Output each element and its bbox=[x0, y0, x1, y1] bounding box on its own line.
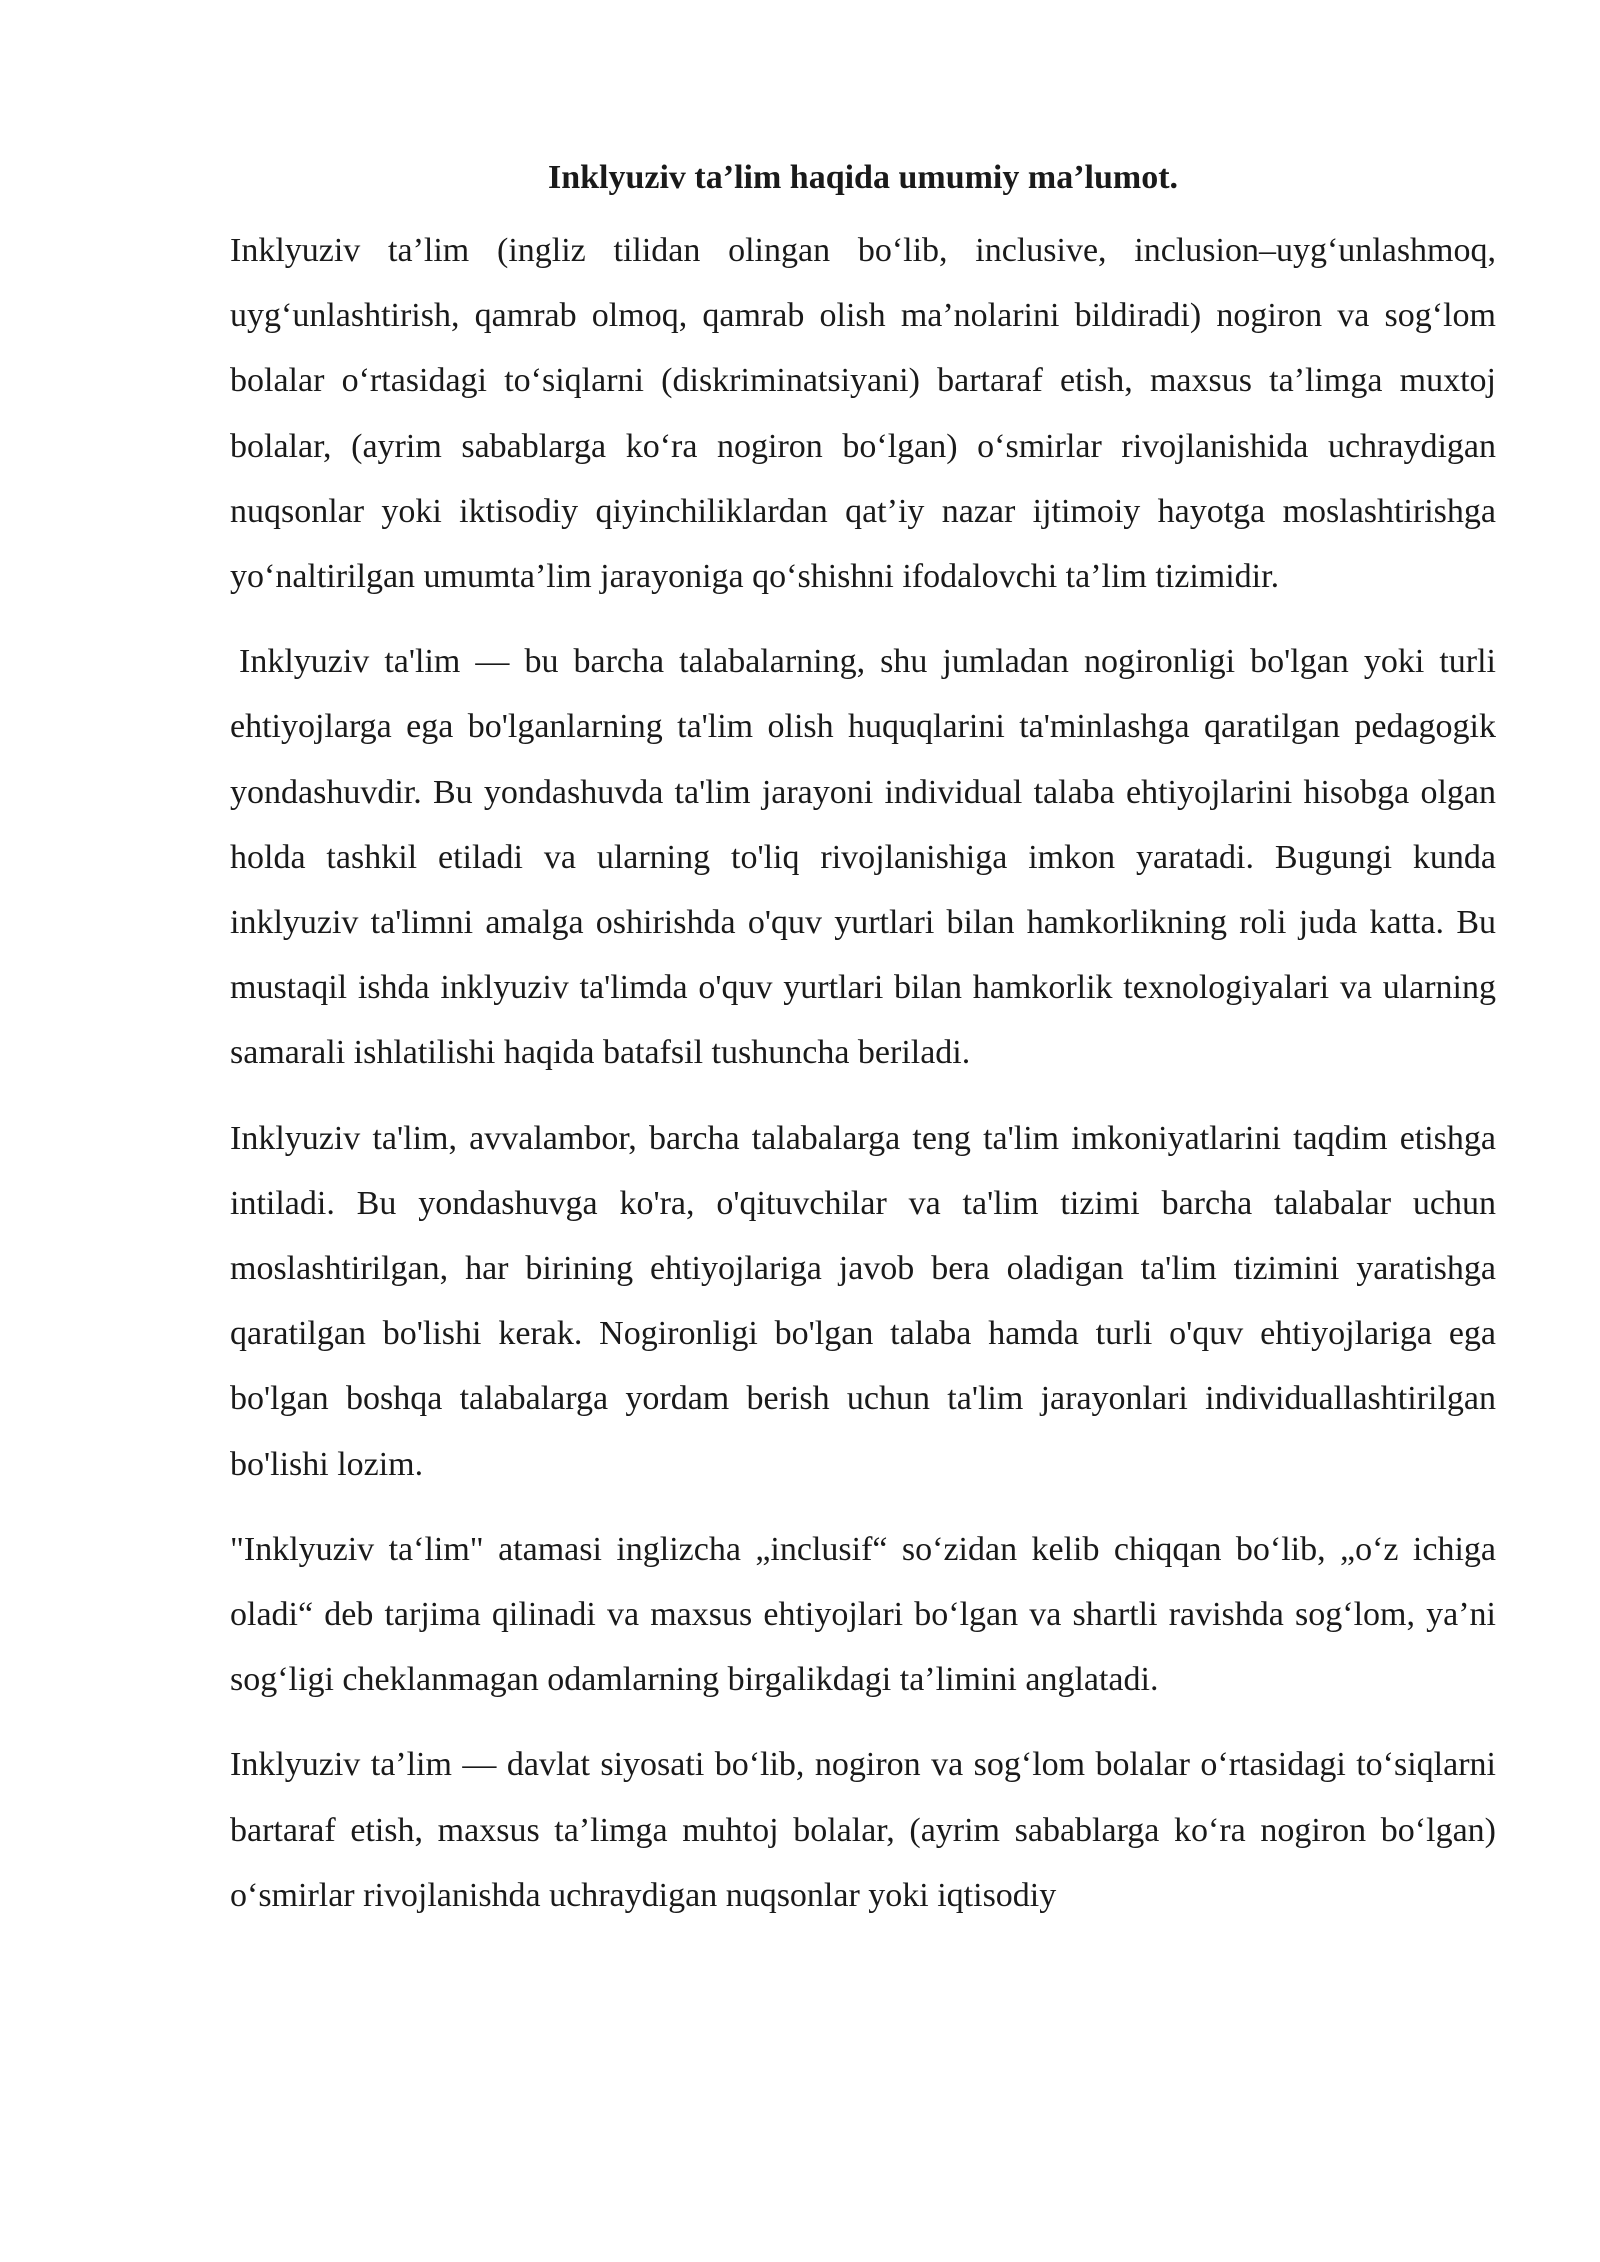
document-page bbox=[230, 148, 1496, 1948]
paragraph-pedagogical-approach: Inklyuziv ta'lim — bu barcha talabalarning, shu jumladan nogironligi bo'lgan yoki turli ehtiyojlarga ega bo'lganlarning ta'lim olish huquqlarini ta'minlashga qaratilgan pedagogik yondashuvdir. Bu yondashuvda ta'lim jarayoni individual talaba ehtiyojlarini hisobga olgan holda tashkil etiladi va ularning to'liq rivojlanishiga imkon yaratadi. Bugungi kunda inklyuziv ta'limni amalga oshirishda o'quv yurtlari bilan hamkorlikning roli juda katta. Bu mustaqil ishda inklyuziv ta'limda o'quv yurtlari bilan hamkorlik texnologiyalari va ularning samarali ishlatilishi haqida batafsil tushuncha beriladi. bbox=[230, 643, 1496, 1072]
paragraph-state-policy: Inklyuziv ta’lim — davlat siyosati bo‘lib, nogiron va sog‘lom bolalar o‘rtasidagi to‘siqlarni bartaraf etish, maxsus ta’limga muhtoj bolalar, (ayrim sabablarga ko‘ra nogiron bo‘lgan) o‘smirlar rivojlanishda uchraydigan nuqsonlar yoki iqtisodiy bbox=[230, 1746, 1496, 1914]
paragraph-definition: Inklyuziv ta’lim (ingliz tilidan olingan bo‘lib, inclusive, inclusion–uyg‘unlashmoq, uyg‘unlashtirish, qamrab olmoq, qamrab olish ma’nolarini bildiradi) nogiron va sog‘lom bolalar o‘rtasidagi to‘siqlarni (diskriminatsiyani) bartaraf etish, maxsus ta’limga muxtoj bolalar, (ayrim sabablarga ko‘ra nogiron bo‘lgan) o‘smirlar rivojlanishida uchraydigan nuqsonlar yoki iktisodiy qiyinchiliklardan qat’iy nazar ijtimoiy hayotga moslashtirishga yo‘naltirilgan umumta’lim jarayoniga qo‘shishni ifodalovchi ta’lim tizimidir. bbox=[230, 232, 1496, 596]
document-title: Inklyuziv ta’lim haqida umumiy ma’lumot. bbox=[547, 159, 1179, 196]
paragraph-term-origin: "Inklyuziv ta‘lim" atamasi inglizcha „inclusif“ so‘zidan kelib chiqqan bo‘lib, „o‘z ichiga oladi“ deb tarjima qilinadi va maxsus ehtiyojlari bo‘lgan va shartli ravishda sog‘lom, ya’ni sog‘ligi cheklanmagan odamlarning birgalikdagi ta’limini anglatadi. bbox=[230, 1530, 1496, 1699]
paragraph-equal-opportunities: Inklyuziv ta'lim, avvalambor, barcha talabalarga teng ta'lim imkoniyatlarini taqdim etishga intiladi. Bu yondashuvga ko'ra, o'qituvchilar va ta'lim tizimi barcha talabalar uchun moslashtirilgan, har birining ehtiyojlariga javob bera oladigan ta'lim tizimini yaratishga qaratilgan bo'lishi kerak. Nogironligi bo'lgan talaba hamda turli o'quv ehtiyojlariga ega bo'lgan boshqa talabalarga yordam berish uchun ta'lim jarayonlari individuallashtirilgan bo'lishi lozim. bbox=[230, 1119, 1496, 1483]
